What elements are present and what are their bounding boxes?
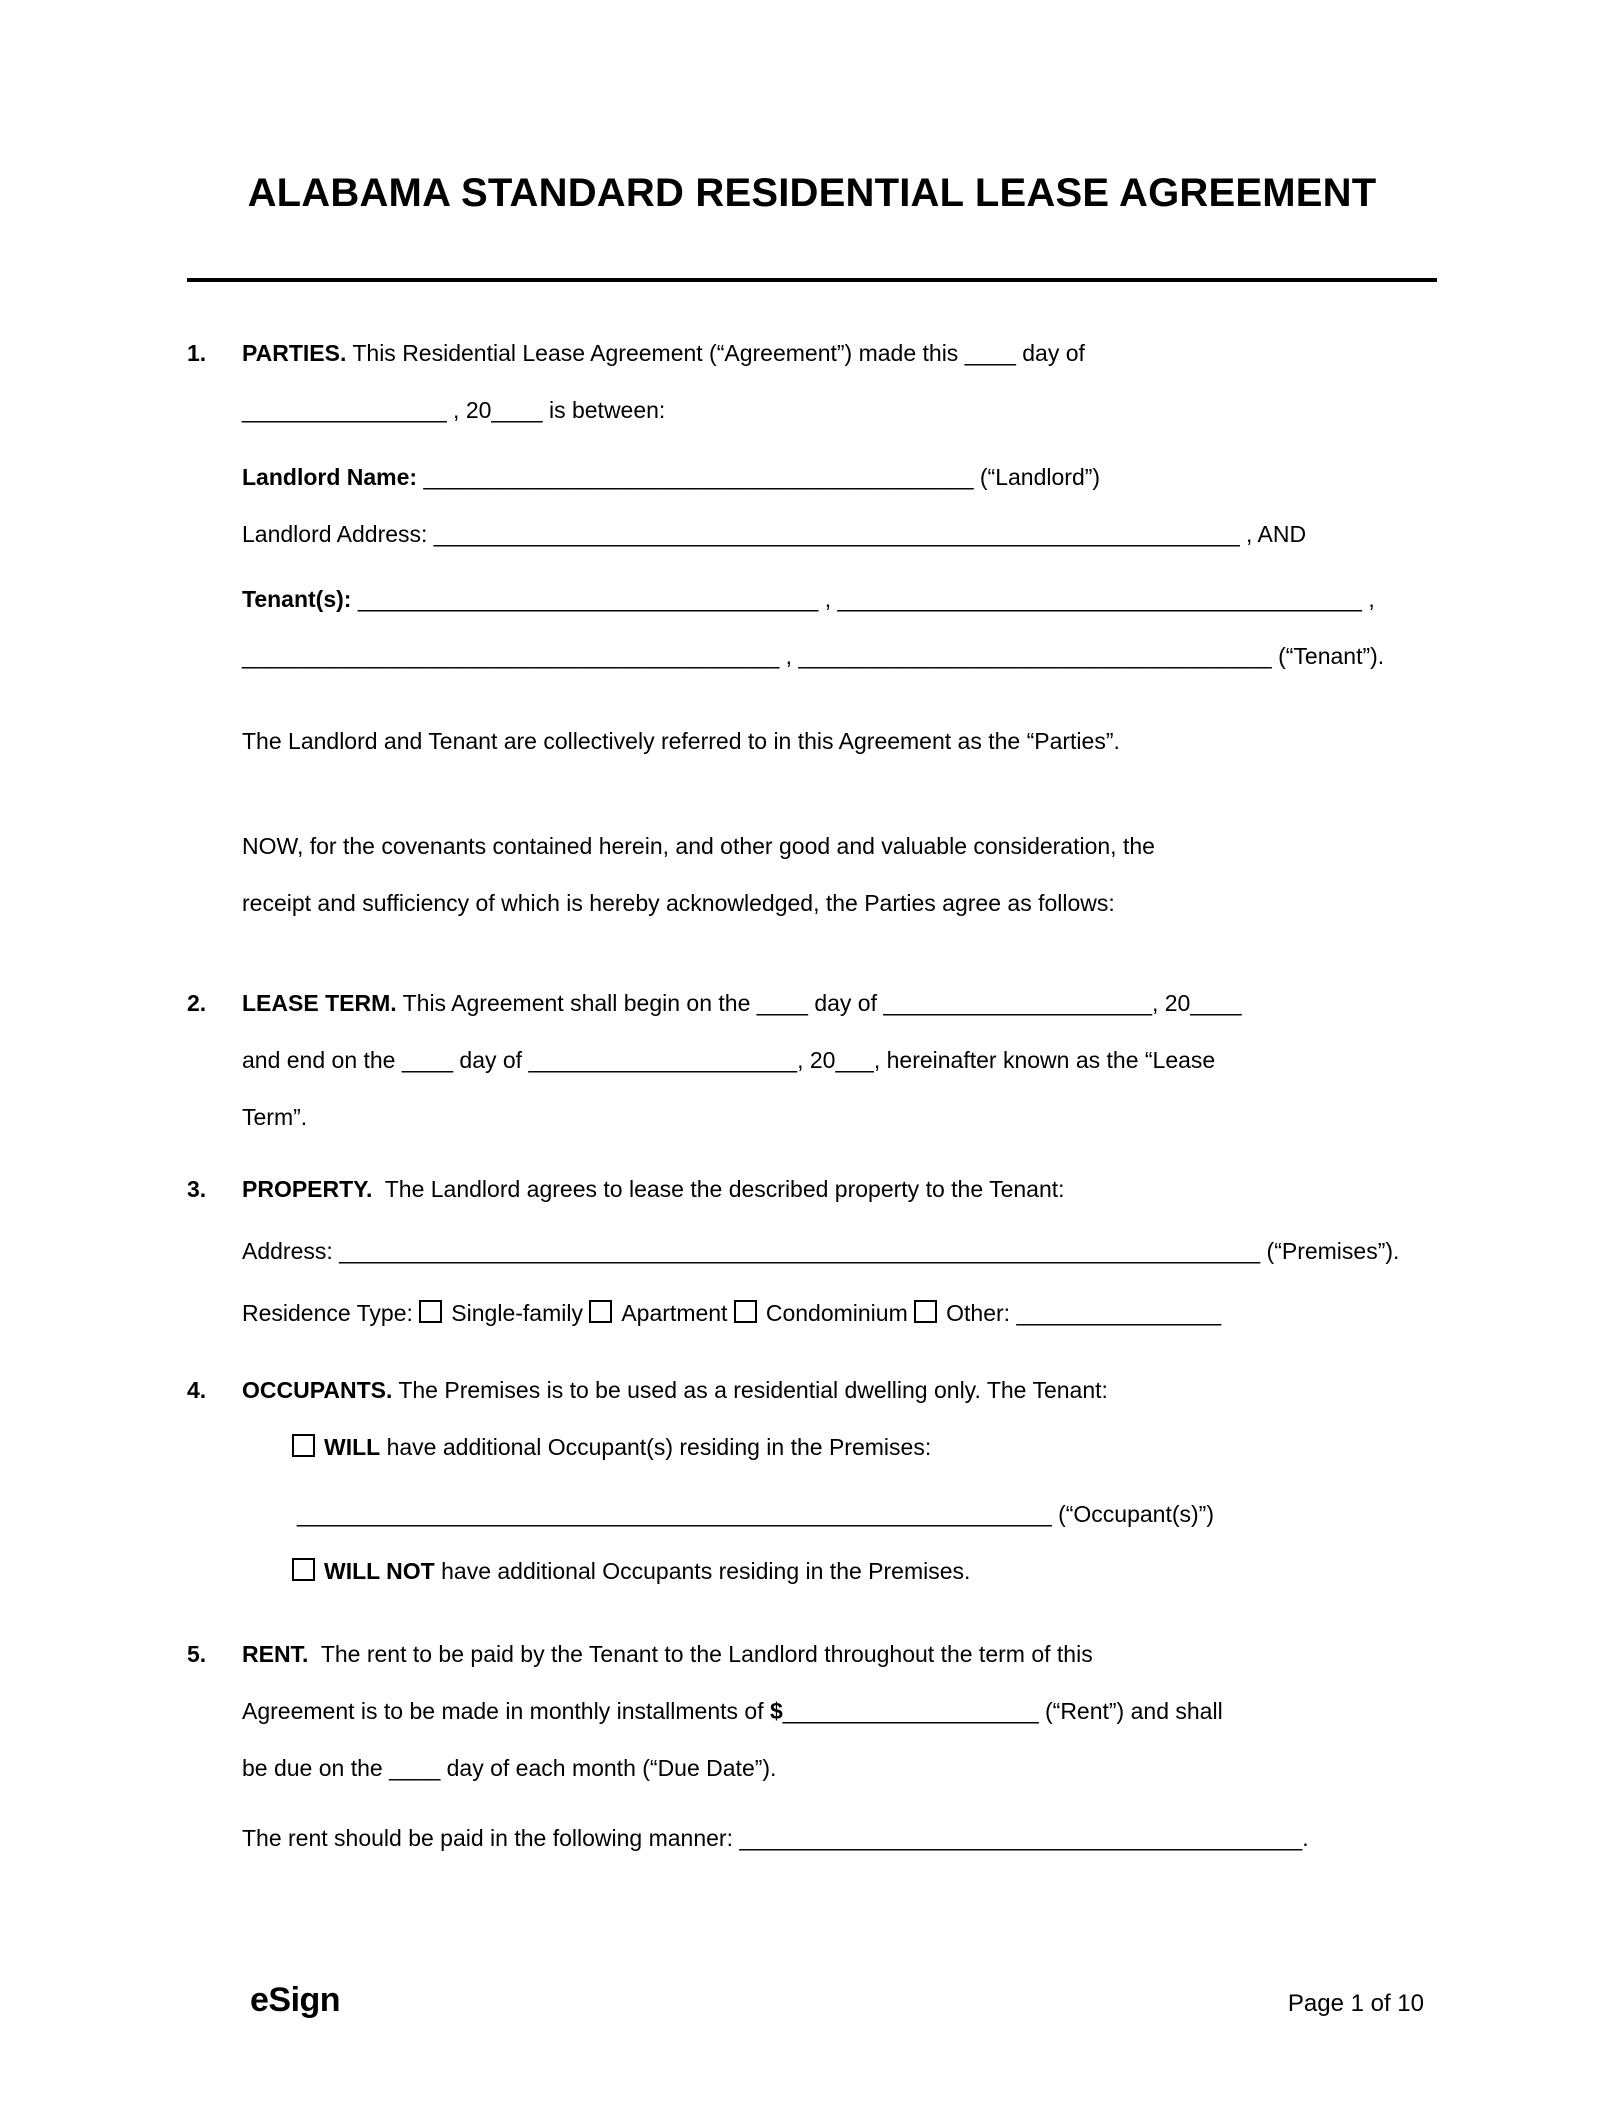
lease-term-line-2: and end on the ____ day of _____________________, 20___, hereinafter known as the “Lease	[242, 1047, 1216, 1073]
residence-other-blank: ________________	[1016, 1300, 1222, 1326]
section-heading: RENT.	[242, 1641, 309, 1667]
occupants-will-option: WILL have additional Occupant(s) residing in the Premises:	[242, 1419, 1437, 1476]
residence-type-line	[242, 1285, 1437, 1342]
tenant-line-1	[242, 571, 1437, 628]
section-parties	[187, 325, 1437, 932]
parties-intro-line-1: PARTIES. This Residential Lease Agreement (“Agreement”) made this ____ day of	[242, 340, 1085, 366]
checkbox-other[interactable]	[914, 1300, 937, 1323]
page-content	[187, 0, 1437, 1867]
rent-amount-blank: ____________________ (“Rent”) and shall	[782, 1698, 1223, 1724]
tenant-fields-1: ____________________________________ , _________________________________________ ,	[357, 586, 1375, 612]
property-heading-line: PROPERTY. The Landlord agrees to lease the described property to the Tenant:	[242, 1176, 1065, 1202]
parties-intro-line-2: ________________ , 20____ is between:	[242, 397, 666, 423]
residence-option-condominium: Condominium	[765, 1300, 908, 1326]
occupants-heading-line: OCCUPANTS. The Premises is to be used as a residential dwelling only. The Tenant:	[242, 1377, 1108, 1403]
residence-option-apartment: Apartment	[621, 1300, 728, 1326]
section-number: 2.	[187, 990, 207, 1016]
occupants-will-not-option: WILL NOT have additional Occupants residing in the Premises.	[242, 1543, 1437, 1600]
parties-note: The Landlord and Tenant are collectively referred to in this Agreement as the “Parties”.	[242, 728, 1120, 754]
property-address-line: Address: ________________________________________________________________________ (“Premises”).	[242, 1238, 1400, 1264]
landlord-block	[242, 449, 1437, 563]
section-number: 5.	[187, 1641, 207, 1667]
page-number: Page 1 of 10	[1287, 1990, 1424, 2017]
section-heading: LEASE TERM.	[242, 990, 397, 1016]
tenant-block	[242, 571, 1437, 685]
section-rent	[187, 1626, 1437, 1867]
covenants-line-2: receipt and sufficiency of which is hereby acknowledged, the Parties agree as follows:	[242, 890, 1115, 916]
section-heading: OCCUPANTS.	[242, 1377, 393, 1403]
landlord-name-field: ___________________________________________ (“Landlord”)	[423, 464, 1101, 490]
section-occupants	[187, 1362, 1437, 1600]
residence-option-single-family: Single-family	[451, 1300, 583, 1326]
occupants-names-blank: ___________________________________________________________ (“Occupant(s)”)	[297, 1501, 1214, 1527]
section-number: 3.	[187, 1176, 207, 1202]
section-property	[187, 1161, 1437, 1342]
dollar-sign: $	[769, 1698, 783, 1724]
lease-term-line-3: Term”.	[242, 1104, 308, 1130]
page-title: ALABAMA STANDARD RESIDENTIAL LEASE AGREEMENT	[247, 171, 1377, 215]
esign-logo: eSign	[250, 1981, 341, 2019]
residence-type-label: Residence Type:	[242, 1300, 420, 1326]
section-number: 1.	[187, 340, 207, 366]
section-heading: PARTIES.	[242, 340, 347, 366]
checkbox-single-family[interactable]	[419, 1300, 442, 1323]
page-footer	[250, 1981, 1424, 2020]
residence-option-other: Other:	[946, 1300, 1017, 1326]
checkbox-condominium[interactable]	[734, 1300, 757, 1323]
title-divider	[187, 278, 1437, 282]
checkbox-will-not[interactable]	[292, 1558, 315, 1581]
covenants-paragraph	[242, 818, 1437, 932]
section-lease-term	[187, 975, 1437, 1146]
section-heading: PROPERTY.	[242, 1176, 373, 1202]
landlord-name-line	[242, 449, 1437, 506]
checkbox-apartment[interactable]	[589, 1300, 612, 1323]
landlord-address-line: Landlord Address: _______________________________________________________________ , AND	[242, 521, 1307, 547]
lease-term-line-1: LEASE TERM. This Agreement shall begin on the ____ day of _____________________, 20____	[242, 990, 1242, 1016]
rent-line-3: be due on the ____ day of each month (“Due Date”).	[242, 1755, 777, 1781]
section-number: 4.	[187, 1377, 207, 1403]
landlord-name-label: Landlord Name:	[242, 464, 424, 490]
rent-line-1: RENT. The rent to be paid by the Tenant to the Landlord throughout the term of this	[242, 1641, 1093, 1667]
rent-line-2: Agreement is to be made in monthly installments of $____________________ (“Rent”) and shall	[242, 1698, 1223, 1724]
covenants-line-1: NOW, for the covenants contained herein, and other good and valuable consideration, the	[242, 833, 1155, 859]
tenant-line-2: __________________________________________ , _____________________________________ (“Tenant”).	[242, 643, 1385, 669]
rent-manner-line: The rent should be paid in the following manner: ____________________________________________.	[242, 1825, 1309, 1851]
tenant-label: Tenant(s):	[242, 586, 358, 612]
checkbox-will[interactable]	[292, 1434, 315, 1457]
